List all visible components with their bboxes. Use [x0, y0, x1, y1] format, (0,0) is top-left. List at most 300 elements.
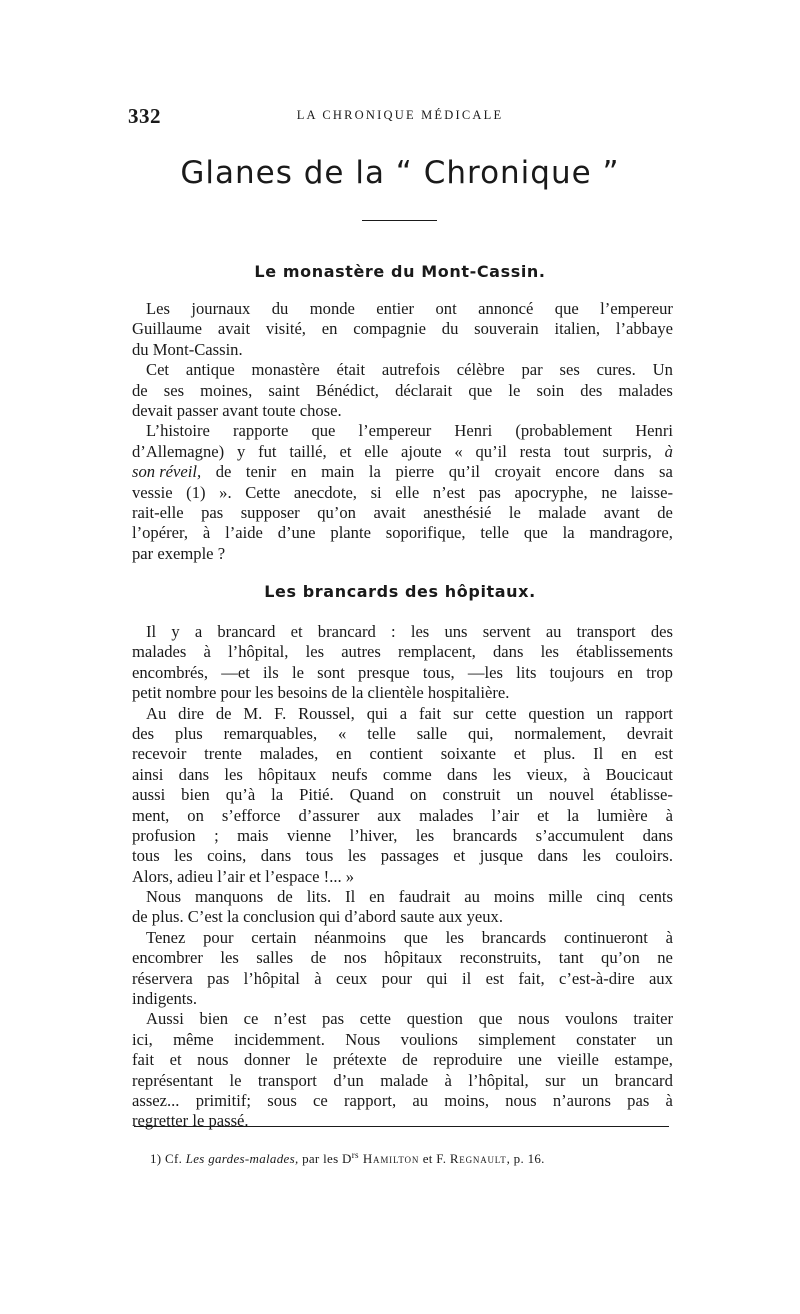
word: ».: [219, 482, 232, 502]
text-line: [132, 724, 673, 744]
word: Il: [146, 622, 157, 641]
word: F.: [274, 703, 287, 723]
word: même: [173, 1029, 214, 1049]
text-line: [132, 948, 673, 968]
word: remplacent,: [397, 642, 476, 662]
word: s’accumulent: [535, 825, 625, 845]
word: transport: [257, 1070, 317, 1090]
word: pour: [203, 927, 234, 947]
word: les: [224, 764, 243, 784]
word: est: [485, 968, 505, 988]
word: il: [462, 968, 472, 988]
word: le: [291, 662, 304, 682]
word: les: [220, 948, 239, 968]
footnote-author-hamilton: Hamilton: [358, 1151, 420, 1166]
word: rapporte: [233, 421, 289, 441]
text-line: [132, 1091, 673, 1111]
word: ajoute: [401, 441, 442, 461]
word: Pitié.: [299, 785, 334, 805]
word: Cette: [245, 482, 281, 502]
word: surpris,: [602, 441, 652, 461]
word: brancard: [217, 622, 276, 641]
text-line: [132, 381, 673, 401]
word: question: [528, 703, 585, 723]
word: de: [215, 703, 232, 723]
footnote-and: et F.: [419, 1151, 450, 1166]
word: voulions: [400, 1029, 458, 1049]
word: rait-elle: [132, 502, 184, 522]
footnote-page: , p. 16.: [506, 1151, 545, 1166]
word: fait: [132, 1050, 155, 1070]
word: encombrés,: [132, 662, 209, 682]
word: M.: [243, 703, 263, 723]
word: moins: [493, 887, 535, 907]
section-body-brancards: [132, 622, 673, 1132]
word: qu’il: [448, 462, 481, 482]
text-line: [132, 442, 673, 462]
word: de: [402, 1050, 418, 1070]
word: sont: [317, 662, 345, 682]
word: pierre: [395, 462, 435, 482]
word: que: [523, 523, 548, 543]
word: servent: [482, 622, 531, 641]
word: du Mont-Cassin.: [132, 339, 243, 359]
word: Quand: [349, 785, 394, 805]
text-line: [132, 867, 673, 887]
word: plus: [175, 723, 203, 743]
word: était: [336, 360, 366, 380]
word: l’hôpital,: [468, 1070, 529, 1090]
word: les: [305, 642, 325, 662]
word: prétexte: [333, 1050, 387, 1070]
text-line: [132, 826, 673, 846]
word: annoncé: [478, 299, 534, 318]
word: avant: [603, 502, 640, 522]
word: le: [229, 1070, 242, 1090]
word: tous: [132, 846, 160, 866]
word: ses: [163, 380, 185, 400]
text-line: [132, 642, 673, 662]
word: au: [545, 622, 562, 641]
word: brancards: [452, 825, 518, 845]
word: d’une: [277, 523, 316, 543]
word: vienne: [286, 825, 332, 845]
word: que: [554, 299, 579, 318]
word: devrait: [626, 723, 673, 743]
word: passages: [380, 846, 439, 866]
word: y: [236, 441, 246, 461]
word: toujours: [549, 662, 605, 682]
word: ce: [243, 1009, 259, 1029]
word: qu’on: [317, 502, 356, 522]
word: resta: [519, 441, 551, 461]
word: question: [406, 1009, 463, 1029]
word: nos: [343, 948, 367, 968]
text-line: [132, 360, 673, 380]
word: italien,: [554, 319, 601, 339]
word: Henri: [635, 421, 673, 441]
word: on: [187, 805, 204, 825]
word: en: [290, 462, 307, 482]
word: nous: [505, 1090, 537, 1110]
text-line: [132, 663, 673, 683]
word: dans: [260, 846, 292, 866]
word: monastère: [251, 360, 320, 380]
word: qui: [426, 968, 448, 988]
word: ainsi: [132, 764, 164, 784]
word: hôpitaux: [384, 948, 443, 968]
word: mandragore,: [589, 523, 673, 543]
word: et: [290, 622, 303, 641]
word: main: [321, 462, 355, 482]
word: voulons: [565, 1009, 618, 1029]
word: un: [581, 1070, 599, 1090]
word: qu’à: [225, 785, 256, 805]
word: tous: [305, 846, 334, 866]
word: normalement,: [514, 723, 607, 743]
word: profusion: [132, 825, 196, 845]
text-line: [132, 907, 673, 927]
word: Il: [345, 887, 356, 907]
text-line: [132, 401, 673, 421]
page-number: 332: [128, 104, 161, 128]
word: n’aurons: [552, 1090, 611, 1110]
word: aussi: [132, 785, 166, 805]
footnote-superscript: rs: [351, 1150, 359, 1160]
word: la: [368, 462, 381, 482]
text-line: [132, 785, 673, 805]
word: soixante: [440, 744, 497, 764]
word: son réveil,: [132, 462, 202, 482]
word: à: [202, 523, 211, 543]
word: l’opérer,: [132, 523, 188, 543]
word: en: [336, 744, 352, 764]
word: que: [478, 1009, 503, 1029]
text-line: [132, 765, 673, 785]
section-heading-brancards: Les brancards des hôpitaux.: [264, 582, 536, 601]
word: d’Allemagne): [132, 441, 225, 461]
word: l’empereur: [600, 299, 673, 318]
word: soin: [536, 380, 565, 400]
text-line: [132, 1050, 673, 1070]
text-line: [132, 622, 673, 642]
text-line: [132, 523, 673, 543]
word: à: [444, 1070, 452, 1090]
word: qui: [366, 703, 388, 723]
word: Il: [593, 744, 604, 764]
text-line: [132, 969, 673, 989]
word: —et: [221, 662, 250, 682]
word: à: [665, 927, 673, 947]
word: d’assurer: [298, 805, 360, 825]
word: presque: [358, 662, 410, 682]
word: moines,: [200, 380, 253, 400]
word: aux: [377, 805, 402, 825]
word: mille: [548, 887, 583, 907]
word: établisse-: [610, 785, 673, 805]
word: remarquables,: [223, 723, 318, 743]
word: croyait: [494, 462, 541, 482]
word: des: [132, 723, 155, 743]
word: taillé,: [289, 441, 327, 461]
word: cette: [485, 703, 517, 723]
word: Cet: [146, 360, 170, 380]
word: pas: [478, 482, 501, 502]
word: monde: [309, 299, 355, 318]
word: l’hiver,: [349, 825, 398, 845]
word: à: [582, 764, 591, 784]
word: apocryphe,: [514, 482, 588, 502]
word: avait: [217, 319, 251, 339]
word: c’est-à-dire: [559, 968, 635, 988]
word: elle: [364, 441, 389, 461]
word: telle: [480, 523, 509, 543]
word: ce: [313, 1090, 328, 1110]
text-line: [132, 989, 673, 1009]
word: brancard: [317, 622, 376, 641]
word: mais: [237, 825, 269, 845]
word: ses: [559, 360, 580, 380]
word: fait: [419, 703, 442, 723]
word: à: [314, 968, 322, 988]
text-line: [132, 1009, 673, 1029]
word: les: [410, 622, 430, 641]
word: Nous: [146, 887, 182, 907]
word: néanmoins: [314, 927, 387, 947]
word: établissements: [576, 642, 673, 662]
word: Au: [146, 703, 167, 723]
section-heading-mont-cassin: Le monastère du Mont-Cassin.: [254, 262, 546, 281]
word: donner: [244, 1050, 291, 1070]
word: entier: [376, 299, 415, 318]
word: Henri: [454, 421, 493, 441]
word: dans: [642, 825, 673, 845]
word: en: [621, 744, 637, 764]
word: Roussel,: [298, 703, 355, 723]
word: malade: [380, 1070, 429, 1090]
word: et: [169, 1050, 182, 1070]
word: ne: [601, 482, 617, 502]
word: un: [596, 703, 614, 723]
word: estampe,: [614, 1050, 673, 1070]
word: encore: [555, 462, 600, 482]
word: traiter: [633, 1009, 673, 1029]
word: ment,: [132, 805, 170, 825]
text-line: [132, 299, 673, 319]
text-line: [132, 421, 673, 441]
word: est: [654, 744, 673, 764]
word: transport: [576, 622, 636, 641]
word: reconstruits,: [459, 948, 542, 968]
word: par exemple ?: [132, 543, 226, 563]
word: visité,: [265, 319, 306, 339]
word: devait passer avant toute chose.: [132, 400, 342, 420]
word: laisse-: [630, 482, 673, 502]
word: neufs: [331, 764, 368, 784]
word: qu’on: [601, 948, 640, 968]
word: sa: [659, 462, 673, 482]
word: de plus. C’est la conclusion qui d’abord saute aux yeux.: [132, 907, 503, 927]
word: telle: [367, 723, 396, 743]
word: ils: [263, 662, 279, 682]
word: bien: [181, 785, 210, 805]
text-line: [132, 319, 673, 339]
word: rapport,: [344, 1090, 397, 1110]
word: l’aide: [225, 523, 263, 543]
word: malades: [618, 380, 673, 400]
word: à: [665, 1090, 673, 1110]
footnote: [150, 1150, 545, 1167]
word: pour: [381, 968, 413, 988]
text-line: [132, 887, 673, 907]
word: vieux,: [526, 764, 568, 784]
word: la: [562, 523, 575, 543]
word: et: [537, 805, 550, 825]
word: Aussi: [146, 1009, 184, 1029]
word: lumière: [596, 805, 648, 825]
word: saint: [268, 380, 300, 400]
word: n’est: [432, 482, 466, 502]
word: Les: [146, 299, 170, 318]
text-line: [132, 744, 673, 764]
footnote-author-regnault: Regnault: [449, 1151, 507, 1166]
word: célèbre: [456, 360, 505, 380]
word: «: [454, 441, 463, 461]
word: un: [656, 1029, 673, 1049]
word: (1): [186, 482, 206, 502]
word: sur: [545, 1070, 566, 1090]
word: les: [415, 825, 435, 845]
word: brancard: [614, 1070, 673, 1090]
word: trop: [646, 662, 673, 682]
word: si: [370, 482, 382, 502]
word: Tenez: [146, 927, 186, 947]
word: les: [492, 764, 512, 784]
word: de: [215, 462, 232, 482]
section-body-mont-cassin: [132, 299, 673, 564]
word: —les: [467, 662, 503, 682]
word: vessie: [132, 482, 173, 502]
word: elle: [395, 482, 420, 502]
word: bien: [199, 1009, 229, 1029]
word: a: [399, 703, 408, 723]
word: hôpitaux: [258, 764, 317, 784]
word: plante: [330, 523, 371, 543]
text-line: [132, 483, 673, 503]
word: un: [516, 785, 534, 805]
word: faudrait: [398, 887, 451, 907]
word: anesthésié: [423, 502, 492, 522]
text-line: [132, 1030, 673, 1050]
word: jusque: [479, 846, 524, 866]
word: Nous: [345, 1029, 381, 1049]
text-line: [132, 544, 673, 564]
text-line: [132, 928, 673, 948]
word: reproduire: [433, 1050, 503, 1070]
word: ceux: [335, 968, 368, 988]
word: ne: [657, 948, 673, 968]
word: fait,: [518, 968, 545, 988]
word: anecdote,: [293, 482, 357, 502]
word: pas: [201, 502, 224, 522]
word: Un: [652, 360, 673, 380]
word: représentant: [132, 1070, 214, 1090]
word: la: [271, 785, 284, 805]
word: malades,: [259, 744, 319, 764]
word: lits.: [306, 887, 332, 907]
word: de: [277, 887, 293, 907]
word: la: [567, 805, 579, 825]
word: autres: [341, 642, 381, 662]
word: Guillaume: [132, 319, 203, 339]
word: :: [391, 622, 396, 641]
word: couloirs.: [615, 846, 673, 866]
word: par: [521, 360, 543, 380]
word: dans: [492, 642, 524, 662]
word: tant: [558, 948, 584, 968]
word: pas: [207, 968, 230, 988]
word: au: [464, 887, 480, 907]
word: et: [453, 846, 466, 866]
word: supposer: [240, 502, 300, 522]
word: fut: [258, 441, 277, 461]
word: Alors, adieu l’air et l’espace !... »: [132, 866, 355, 886]
word: et: [513, 744, 526, 764]
word: s’efforce: [221, 805, 281, 825]
word: assez...: [132, 1090, 180, 1110]
word: et: [339, 441, 352, 461]
word: «: [338, 723, 347, 743]
word: vieille: [557, 1050, 599, 1070]
word: dire: [178, 703, 204, 723]
word: les: [540, 642, 559, 662]
word: lits: [516, 662, 537, 682]
word: déclarait: [395, 380, 453, 400]
word: que: [311, 421, 336, 441]
word: de: [310, 948, 327, 968]
text-line: [132, 806, 673, 826]
word: à: [203, 642, 211, 662]
text-line: [132, 846, 673, 866]
word: une: [517, 1050, 542, 1070]
footnote-work-title: Les gardes-malades,: [185, 1151, 299, 1166]
word: les: [582, 846, 601, 866]
word: dans: [537, 846, 568, 866]
word: dans: [614, 462, 645, 482]
word: sur: [453, 703, 474, 723]
word: encombrer: [132, 948, 203, 968]
running-title: LA CHRONIQUE MÉDICALE: [296, 108, 504, 122]
word: journaux: [191, 299, 251, 318]
word: Boucicaut: [605, 764, 673, 784]
word: malades: [419, 805, 474, 825]
word: sous: [267, 1090, 297, 1110]
word: souverain: [474, 319, 539, 339]
word: l’air: [491, 805, 520, 825]
footnote-by: par les D: [298, 1151, 352, 1166]
word: en: [321, 319, 338, 339]
footnote-marker: 1) Cf.: [150, 1151, 186, 1166]
text-line: [132, 462, 673, 482]
text-line: [132, 704, 673, 724]
word: qu’il: [475, 441, 507, 461]
word: nous: [518, 1009, 550, 1029]
page-title: Glanes de la “ Chronique ”: [180, 155, 620, 191]
text-line: [132, 1071, 673, 1091]
word: du: [271, 299, 289, 318]
text-line: [132, 340, 673, 360]
word: malades: [132, 642, 187, 662]
